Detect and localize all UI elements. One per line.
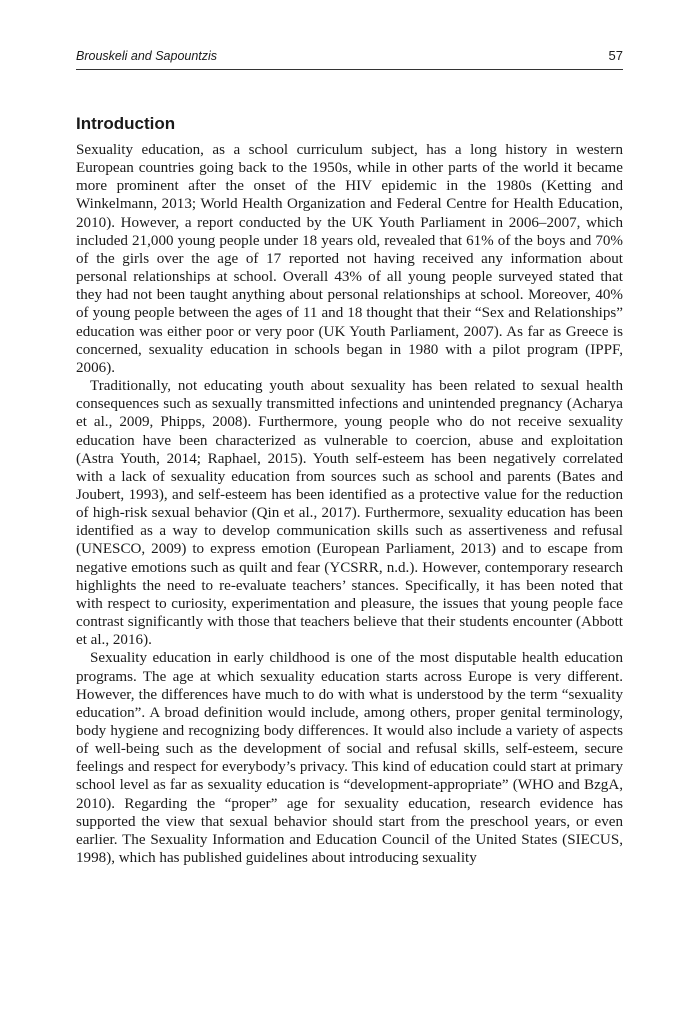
running-head — [76, 48, 623, 70]
paragraph: Sexuality education in early childhood is one of the most disputable health education programs. The age at which sexuality education starts across Europe is very different. However, the differences have much to do with what is understood by the term “sexuality education”. A broad definition would include, among others, proper genital terminology, body hygiene and recognizing body differences. It would also include a variety of aspects of well-being such as the development of social and refusal skills, self-esteem, secure feelings and respect for everybody’s privacy. This kind of education could start at primary school level as far as sexuality education is “development-appropriate” (WHO and BzgA, 2010). Regarding the “proper” age for sexuality education, research evidence has supported the view that sexual behavior should start from the preschool years, or even earlier. The Sexuality Information and Education Council of the United States (SIECUS, 1998), which has published guidelines about introducing sexuality — [76, 650, 623, 867]
body-text — [76, 141, 623, 867]
running-head-authors: Brouskeli and Sapountzis — [76, 49, 218, 63]
paragraph: Sexuality education, as a school curriculum subject, has a long history in western European countries going back to the 1950s, while in other parts of the world it became more prominent after the onset of the HIV epidemic in the 1980s (Ketting and Winkelmann, 2013; World Health Organization and Federal Centre for Health Education, 2010). However, a report conducted by the UK Youth Parliament in 2006–2007, which included 21,000 young people under 18 years old, revealed that 61% of the boys and 70% of the girls over the age of 17 reported not having received any information about personal relationships at school. Overall 43% of all young people surveyed stated that they had not been taught anything about personal relationships at school. Moreover, 40% of young people between the ages of 11 and 18 thought that their “Sex and Relationships” education was either poor or very poor (UK Youth Parliament, 2007). As far as Greece is concerned, sexuality education in schools began in 1980 with a pilot program (IPPF, 2006). — [76, 142, 623, 376]
section-heading: Introduction — [76, 114, 176, 133]
journal-page — [76, 48, 623, 867]
paragraph: Traditionally, not educating youth about sexuality has been related to sexual health consequences such as sexually transmitted infections and unintended pregnancy (Acharya et al., 2009, Phipps, 2008). Furthermore, young people who do not receive sexuality education have been characterized as vulnerable to coercion, abuse and exploitation (Astra Youth, 2014; Raphael, 2015). Youth self-esteem has been negatively correlated with a lack of sexuality education from sources such as school and parents (Bates and Joubert, 1993), and self-esteem has been identified as a protective value for the reduction of high-risk sexual behavior (Qin et al., 2017). Furthermore, sexuality education has been identified as a way to develop communication skills such as assertiveness and refusal (UNESCO, 2009) to express emotion (European Parliament, 2013) and to escape from negative emotions such as quilt and fear (YCSRR, n.d.). However, contemporary research highlights the need to re-evaluate teachers’ stances. Specifically, it has been noted that with respect to curiosity, experimentation and pleasure, the issues that young people face contrast significantly with those that teachers believe that their students encounter (Abbott et al., 2016). — [76, 378, 623, 649]
page-number: 57 — [608, 48, 623, 63]
